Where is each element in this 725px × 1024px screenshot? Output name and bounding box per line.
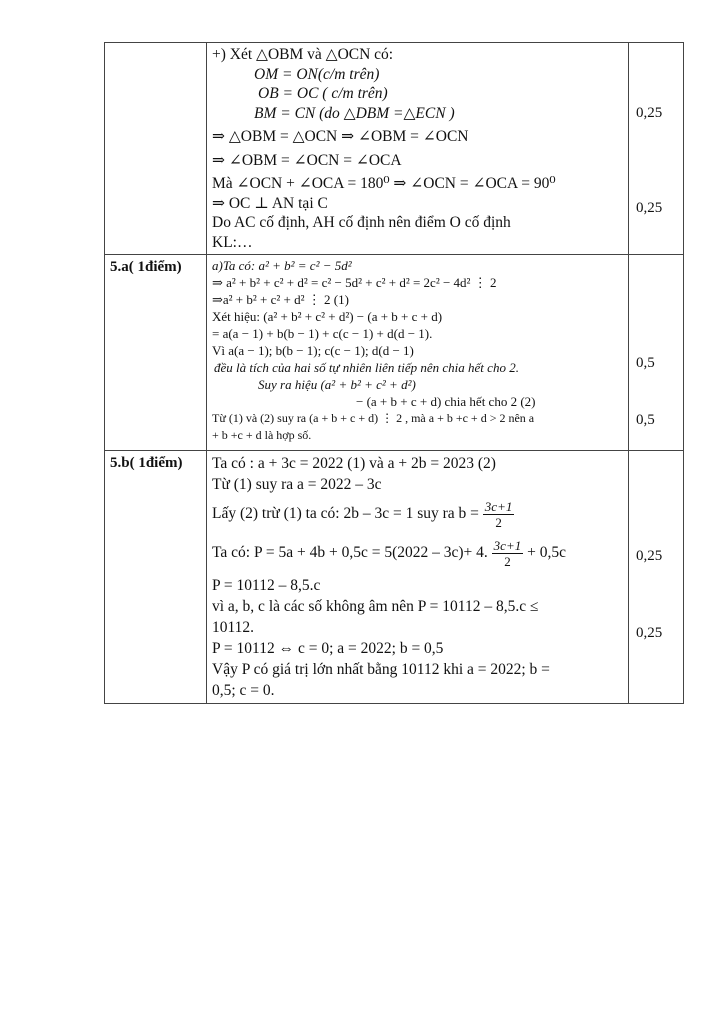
content-line: OM = ON(c/m trên) [254,65,380,83]
content-line: OB = OC ( c/m trên) [258,85,388,102]
content-line [212,499,623,530]
content-line: P = 10112 ⇔ c = 0; a = 2022; b = 0,5 [212,640,444,657]
content-line: − (a + b + c + d) chia hết cho 2 (2) [356,394,536,409]
content-line: Ta có : a + 3c = 2022 (1) và a + 2b = 2023 (2) [212,455,496,472]
score-value: 0,5 [636,355,655,371]
score-value: 0,25 [636,200,663,216]
content-line: Vì a(a − 1); b(b − 1); c(c − 1); d(d − 1) [212,343,414,358]
table-row [105,451,684,704]
content-line: ⇒ △OBM = △OCN ⇒ ∠OBM = ∠OCN [212,128,469,145]
score-cell [629,43,684,255]
content-cell [207,255,629,451]
row-label-cell: 5.a( 1điểm) [105,255,207,451]
score-cell [629,451,684,704]
score-value: 0,25 [636,105,663,121]
row-label-cell [105,43,207,255]
fraction-tail-text: + 0,5c [527,544,566,562]
score-cell [629,255,684,451]
content-line: a)Ta có: a² + b² = c² − 5d² [212,258,352,273]
content-line: Suy ra hiệu (a² + b² + c² + d²) [258,377,416,392]
content-line: +) Xét △OBM và △OCN có: [212,46,394,63]
score-value: 0,25 [636,625,663,641]
content-line: ⇒ OC ⊥ AN tại C [212,194,328,212]
content-line: + b +c + d là hợp số. [212,428,312,442]
fraction-numerator: 3c+1 [493,538,522,553]
content-line: ⇒a² + b² + c² + d² ⋮ 2 (1) [212,292,349,307]
content-line: vì a, b, c là các số không âm nên P = 10112 – 8,5.c ≤ [212,598,539,615]
content-line: 0,5; c = 0. [212,682,275,699]
content-line: = a(a − 1) + b(b − 1) + c(c − 1) + d(d − 1). [212,326,433,341]
fraction-lead-text: Ta có: P = 5a + 4b + 0,5c = 5(2022 – 3c)+ 4. [212,544,488,562]
row-label-cell: 5.b( 1điểm) [105,451,207,704]
content-line: Vậy P có giá trị lớn nhất bằng 10112 khi a = 2022; b = [212,661,550,678]
fraction-denominator: 2 [495,515,502,530]
content-line: Xét hiệu: (a² + b² + c² + d²) − (a + b + c + d) [212,309,443,324]
content-line: P = 10112 – 8,5.c [212,577,321,594]
fraction-denominator: 2 [504,554,511,569]
table-row [105,255,684,451]
answer-table [104,42,683,704]
content-line: Từ (1) và (2) suy ra (a + b + c + d) ⋮ 2 , mà a + b +c + d > 2 nên a [212,411,535,425]
content-cell [207,451,629,704]
content-line: Mà ∠OCN + ∠OCA = 180⁰ ⇒ ∠OCN = ∠OCA = 90⁰ [212,175,556,192]
fraction-p [492,538,524,569]
fraction-b [483,499,515,530]
content-line [212,538,623,569]
content-cell [207,43,629,255]
content-line: BM = CN (do △DBM =△ECN ) [254,104,455,122]
score-value: 0,5 [636,412,655,428]
content-line: Do AC cố định, AH cố định nên điểm O cố định [212,214,511,231]
fraction-lead-text: Lấy (2) trừ (1) ta có: 2b – 3c = 1 suy ra b = [212,505,479,523]
content-line: 10112. [212,619,255,636]
content-line: KL:… [212,233,253,251]
content-line: đều là tích của hai số tự nhiên liên tiếp nên chia hết cho 2. [214,360,519,375]
content-line: ⇒ ∠OBM = ∠OCN = ∠OCA [212,151,402,169]
table-row [105,43,684,255]
content-line: Từ (1) suy ra a = 2022 – 3c [212,476,382,493]
score-value: 0,25 [636,548,663,564]
fraction-numerator: 3c+1 [484,499,513,514]
content-line: ⇒ a² + b² + c² + d² = c² − 5d² + c² + d² = 2c² − 4d² ⋮ 2 [212,275,497,290]
